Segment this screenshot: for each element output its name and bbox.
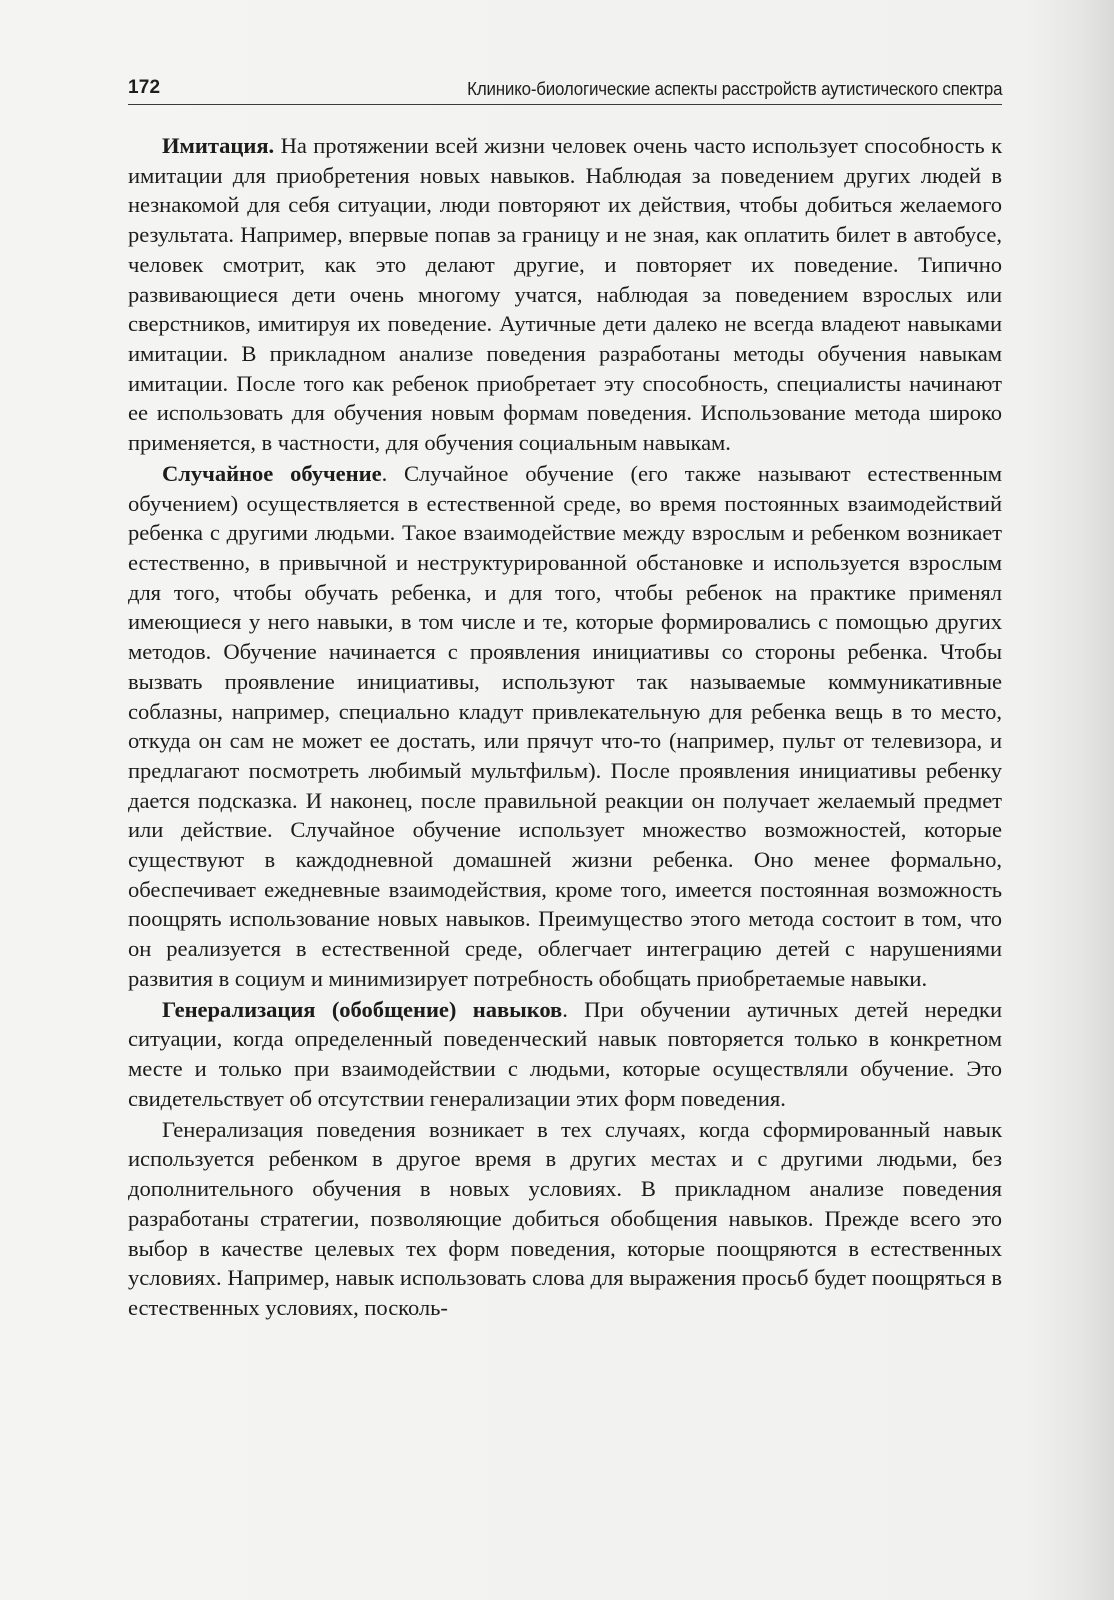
- paragraph-text: На протяжении всей жизни человек очень часто использует способность к имитации для приобретения новых навыков. Наблюдая за поведением других людей в незнакомой для себя ситуации, люди повторяют их действия, чтобы добиться желаемого результата. Например, впервые попав за границу и не зная, как оплатить билет в автобусе, человек смотрит, как это делают другие, и повторяет их поведение. Типично развивающиеся дети очень многому учатся, наблюдая за поведением взрослых или сверстников, имитируя их поведение. Аутичные дети далеко не всегда владеют навыками имитации. В прикладном анализе поведения разработаны методы обучения навыкам имитации. После того как ребенок приобретает эту способность, специалисты начинают ее использовать для обучения новым формам поведения. Использование метода широко применяется, в частности, для обучения социальным навыкам.: [128, 133, 1002, 456]
- paragraph-term: Случайное обучение: [162, 460, 382, 486]
- body-text: [128, 131, 1002, 1324]
- paragraph-imitation: [128, 131, 1002, 458]
- paragraph-generalization: [128, 995, 1002, 1114]
- page-number: 172: [128, 77, 161, 98]
- paragraph-incidental-learning: [128, 459, 1002, 994]
- running-title: Клинико-биологические аспекты расстройств аутистического спектра: [466, 79, 1002, 99]
- paragraph-text: . Случайное обучение (его также называют естественным обучением) осуществляется в естественной среде, во время постоянных взаимодействий ребенка с другими людьми. Такое взаимодействие между взрослым и ребенком возникает естественно, в привычной и неструктурированной обстановке и используется взрослым для того, чтобы обучать ребенка, и для того, чтобы ребенок на практике применял имеющиеся у него навыки, в том числе и те, которые формировались с помощью других методов. Обучение начинается с проявления инициативы со стороны ребенка. Чтобы вызвать проявление инициативы, используют так называемые коммуникативные соблазны, например, специально кладут привлекательную для ребенка вещь в то место, откуда он сам не может ее достать, или прячут что-то (например, пульт от телевизора, и предлагают посмотреть любимый мультфильм). После проявления инициативы ребенку дается подсказка. И наконец, после правильной реакции он получает желаемый предмет или действие. Случайное обучение использует множество возможностей, которые существуют в каждодневной домашней жизни ребенка. Оно менее формально, обеспечивает ежедневные взаимодействия, кроме того, имеется постоянная возможность поощрять использование новых навыков. Преимущество этого метода состоит в том, что он реализуется в естественной среде, облегчает интеграцию детей с нарушениями развития в социум и минимизирует потребность обобщать приобретаемые навыки.: [128, 460, 1002, 991]
- paragraph-term: Имитация.: [162, 133, 275, 158]
- paragraph-term: Генерализация (обобщение) навыков: [162, 996, 563, 1022]
- paragraph-generalization-continued: [128, 1115, 1002, 1323]
- page-header: [128, 74, 1002, 105]
- paragraph-text: . При обучении аутичных детей нередки ситуации, когда определенный поведенческий навык повторяется только в конкретном месте и только при взаимодействии с людьми, которые осуществляли обучение. Это свидетельствует об отсутствии генерализации этих форм поведения.: [128, 996, 1002, 1111]
- paragraph-text: Генерализация поведения возникает в тех случаях, когда сформированный навык используется ребенком в другое время в других местах и с другими людьми, без дополнительного обучения в новых условиях. В прикладном анализе поведения разработаны стратегии, позволяющие добиться обобщения навыков. Прежде всего это выбор в качестве целевых тех форм поведения, которые поощряются в естественных условиях. Например, навык использовать слова для выражения просьб будет поощряться в естественных условиях, посколь-: [128, 1116, 1002, 1320]
